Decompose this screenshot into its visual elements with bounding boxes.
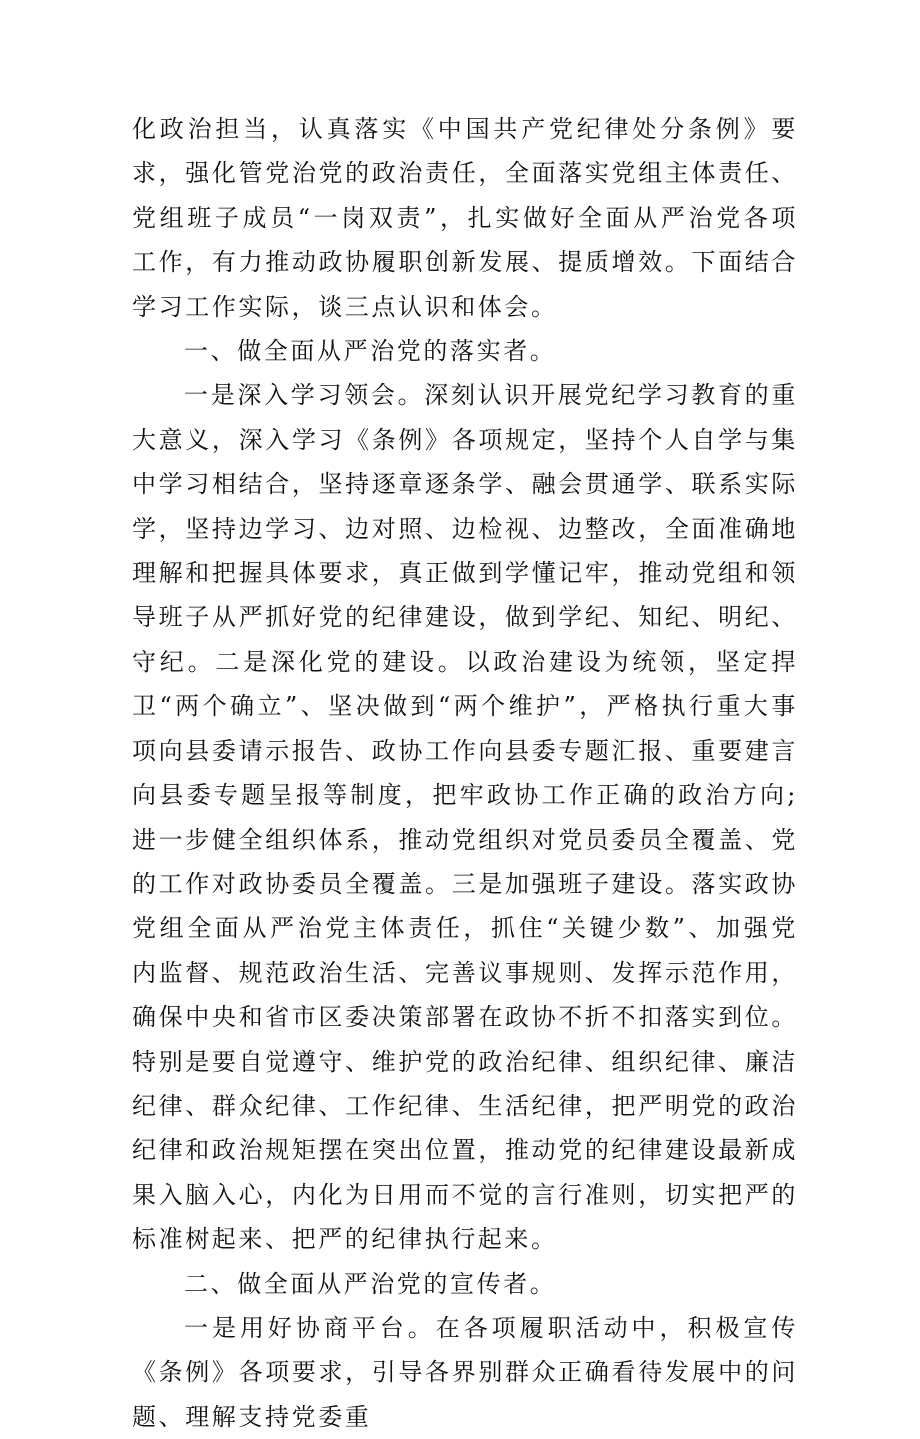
heading-section-2: 二、做全面从严治党的宣传者。 (184, 1269, 557, 1298)
heading-section-1: 一、做全面从严治党的落实者。 (184, 337, 557, 366)
paragraph-section-2-body: 一是用好协商平台。在各项履职活动中，积极宣传《条例》各项要求，引导各界别群众正确看待发展中的问题、理解支持党委重 (132, 1313, 798, 1431)
paragraph-intro: 化政治担当，认真落实《中国共产党纪律处分条例》要求，强化管党治党的政治责任，全面落实党组主体责任、党组班子成员“一岗双责”，扎实做好全面从严治党各项工作，有力推动政协履职创新发展、提质增效。下面结合学习工作实际，谈三点认识和体会。 (132, 115, 798, 321)
paragraph-section-1-body: 一是深入学习领会。深刻认识开展党纪学习教育的重大意义，深入学习《条例》各项规定，坚持个人自学与集中学习相结合，坚持逐章逐条学、融会贯通学、联系实际学，坚持边学习、边对照、边检视、边整改，全面准确地理解和把握具体要求，真正做到学懂记牢，推动党组和领导班子从严抓好党的纪律建设，做到学纪、知纪、明纪、守纪。二是深化党的建设。以政治建设为统领，坚定捍卫“两个确立”、坚决做到“两个维护”，严格执行重大事项向县委请示报告、政协工作向县委专题汇报、重要建言向县委专题呈报等制度，把牢政协工作正确的政治方向;进一步健全组织体系，推动党组织对党员委员全覆盖、党的工作对政协委员全覆盖。三是加强班子建设。落实政协党组全面从严治党主体责任，抓住“关键少数”、加强党内监督、规范政治生活、完善议事规则、发挥示范作用，确保中央和省市区委决策部署在政协不折不扣落实到位。特别是要自觉遵守、维护党的政治纪律、组织纪律、廉洁纪律、群众纪律、工作纪律、生活纪律，把严明党的政治纪律和政治规矩摆在突出位置，推动党的纪律建设最新成果入脑入心，内化为日用而不觉的言行准则，切实把严的标准树起来、把严的纪律执行起来。 (132, 381, 798, 1254)
document-body (132, 107, 798, 1439)
